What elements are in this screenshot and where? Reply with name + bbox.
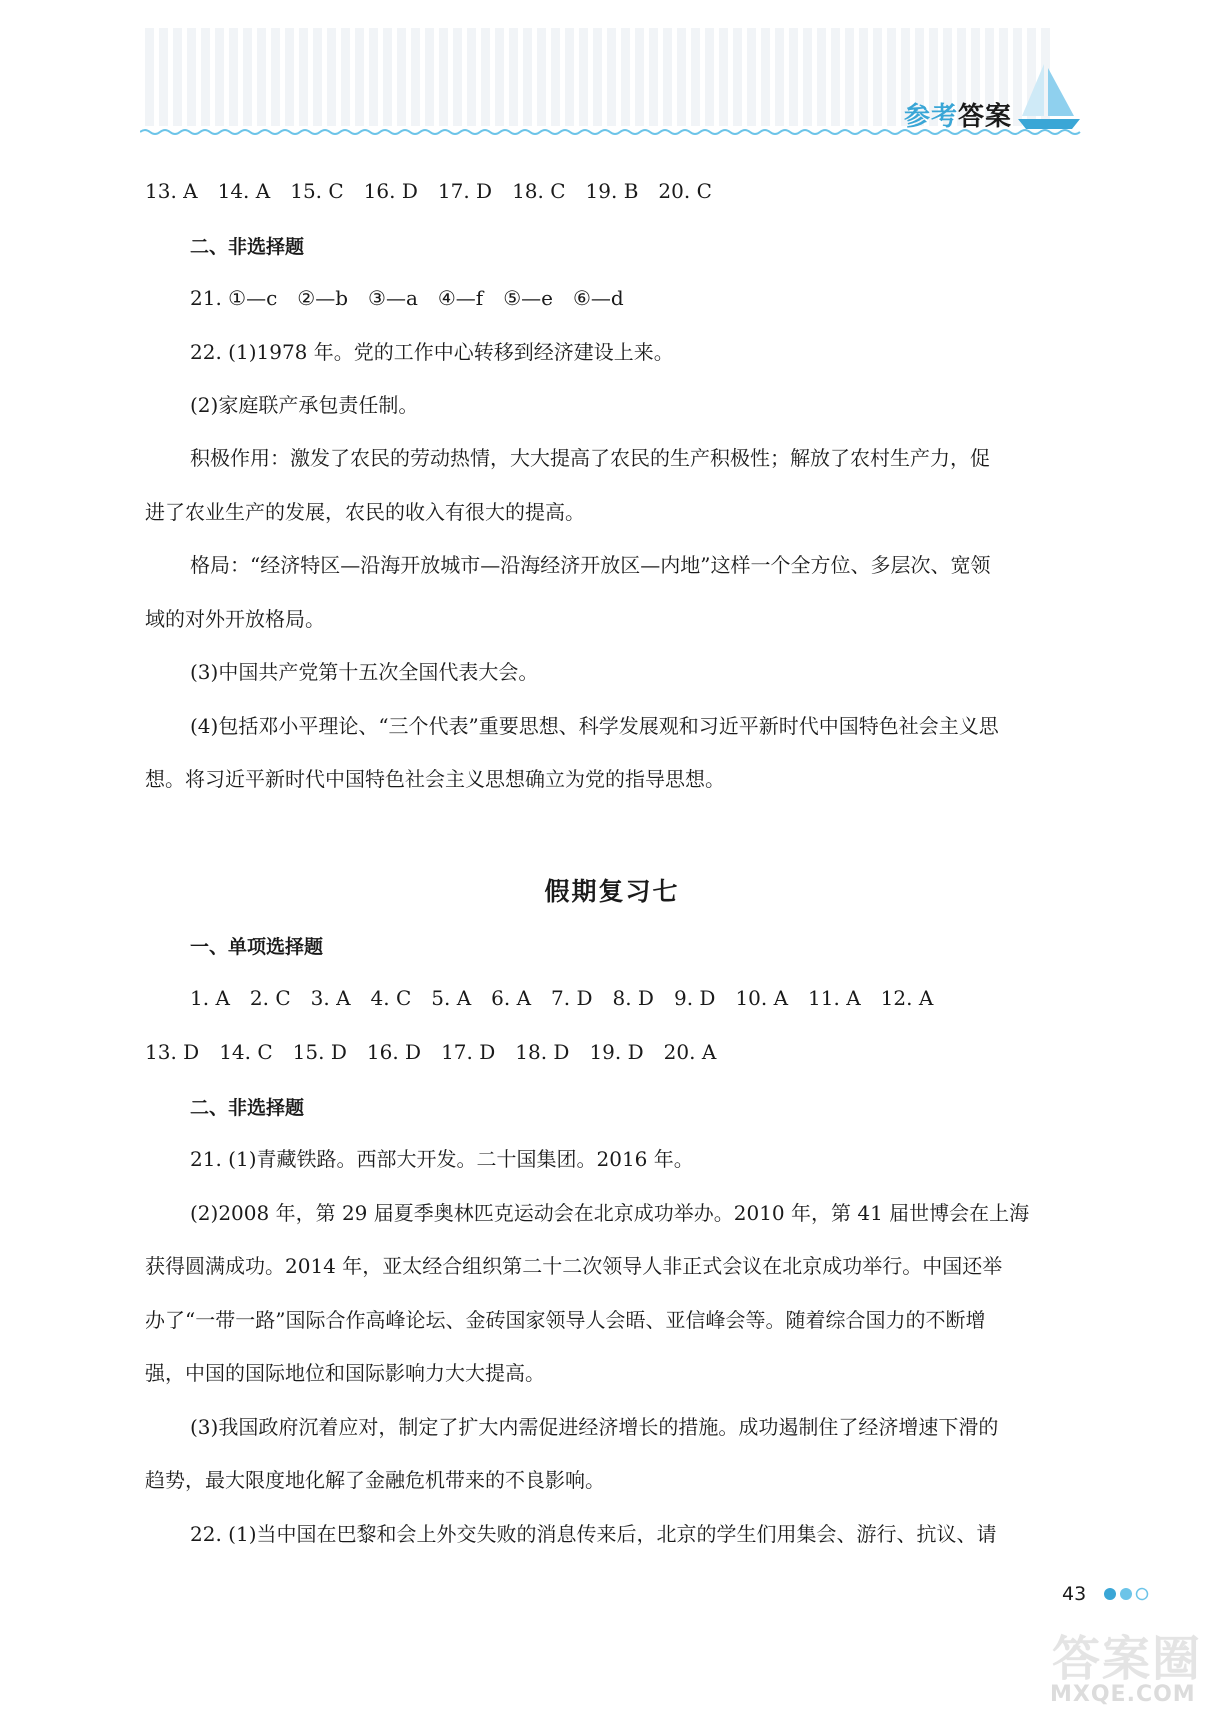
answer-line: 强，中国的国际地位和国际影响力大大提高。: [145, 1361, 545, 1385]
answer-line: 22. (1)1978 年。党的工作中心转移到经济建设上来。: [190, 340, 674, 364]
header-title-part2: 答案: [958, 102, 1013, 132]
answer-line: 获得圆满成功。2014 年，亚太经合组织第二十二次领导人非正式会议在北京成功举行。中国还举: [145, 1254, 1003, 1278]
answer-line: (3)我国政府沉着应对，制定了扩大内需促进经济增长的措施。成功遏制住了经济增速下滑的: [190, 1415, 999, 1439]
answer-line: 13. D 14. C 15. D 16. D 17. D 18. D 19. D 20. A: [145, 1040, 717, 1064]
answer-line: 域的对外开放格局。: [145, 607, 325, 631]
page-number: 43: [1062, 1583, 1087, 1605]
answer-line: 21. ①—c ②—b ③—a ④—f ⑤—e ⑥—d: [190, 286, 624, 310]
answer-line: 趋势，最大限度地化解了金融危机带来的不良影响。: [145, 1468, 605, 1492]
answer-line: (2)2008 年，第 29 届夏季奥林匹克运动会在北京成功举办。2010 年，第 41 届世博会在上海: [190, 1201, 1030, 1225]
header-title-part1: 参考: [904, 102, 959, 132]
section-heading: 二、非选择题: [190, 236, 305, 258]
answer-line: 13. A 14. A 15. C 16. D 17. D 18. C 19. B 20. C: [145, 179, 712, 203]
answer-line: 办了“一带一路”国际合作高峰论坛、金砖国家领导人会晤、亚信峰会等。随着综合国力的不断增: [145, 1308, 986, 1332]
answer-line: 格局：“经济特区—沿海开放城市—沿海经济开放区—内地”这样一个全方位、多层次、宽领: [190, 553, 991, 577]
header-title: [904, 96, 1012, 133]
answer-line: 22. (1)当中国在巴黎和会上外交失败的消息传来后，北京的学生们用集会、游行、抗议、请: [190, 1522, 997, 1546]
answer-line: (3)中国共产党第十五次全国代表大会。: [190, 660, 539, 684]
answer-line: (2)家庭联产承包责任制。: [190, 393, 419, 417]
answer-line: (4)包括邓小平理论、“三个代表”重要思想、科学发展观和习近平新时代中国特色社会主义思: [190, 714, 999, 738]
answer-line: 1. A 2. C 3. A 4. C 5. A 6. A 7. D 8. D 9. D 10. A 11. A 12. A: [190, 986, 934, 1010]
page-dots-icon: [1102, 1586, 1152, 1602]
section-heading: 一、单项选择题: [190, 936, 324, 958]
answer-line: 进了农业生产的发展，农民的收入有很大的提高。: [145, 500, 585, 524]
sailboat-icon: [1014, 62, 1084, 132]
answer-line: 想。将习近平新时代中国特色社会主义思想确立为党的指导思想。: [145, 767, 725, 791]
watermark-url: MXQE.COM: [1050, 1682, 1196, 1707]
section-title: 假期复习七: [544, 877, 680, 906]
answer-line: 积极作用：激发了农民的劳动热情，大大提高了农民的生产积极性；解放了农村生产力，促: [190, 446, 990, 470]
section-heading: 二、非选择题: [190, 1097, 305, 1119]
answer-line: 21. (1)青藏铁路。西部大开发。二十国集团。2016 年。: [190, 1147, 694, 1171]
watermark-logo: 答案圈: [1052, 1631, 1203, 1687]
